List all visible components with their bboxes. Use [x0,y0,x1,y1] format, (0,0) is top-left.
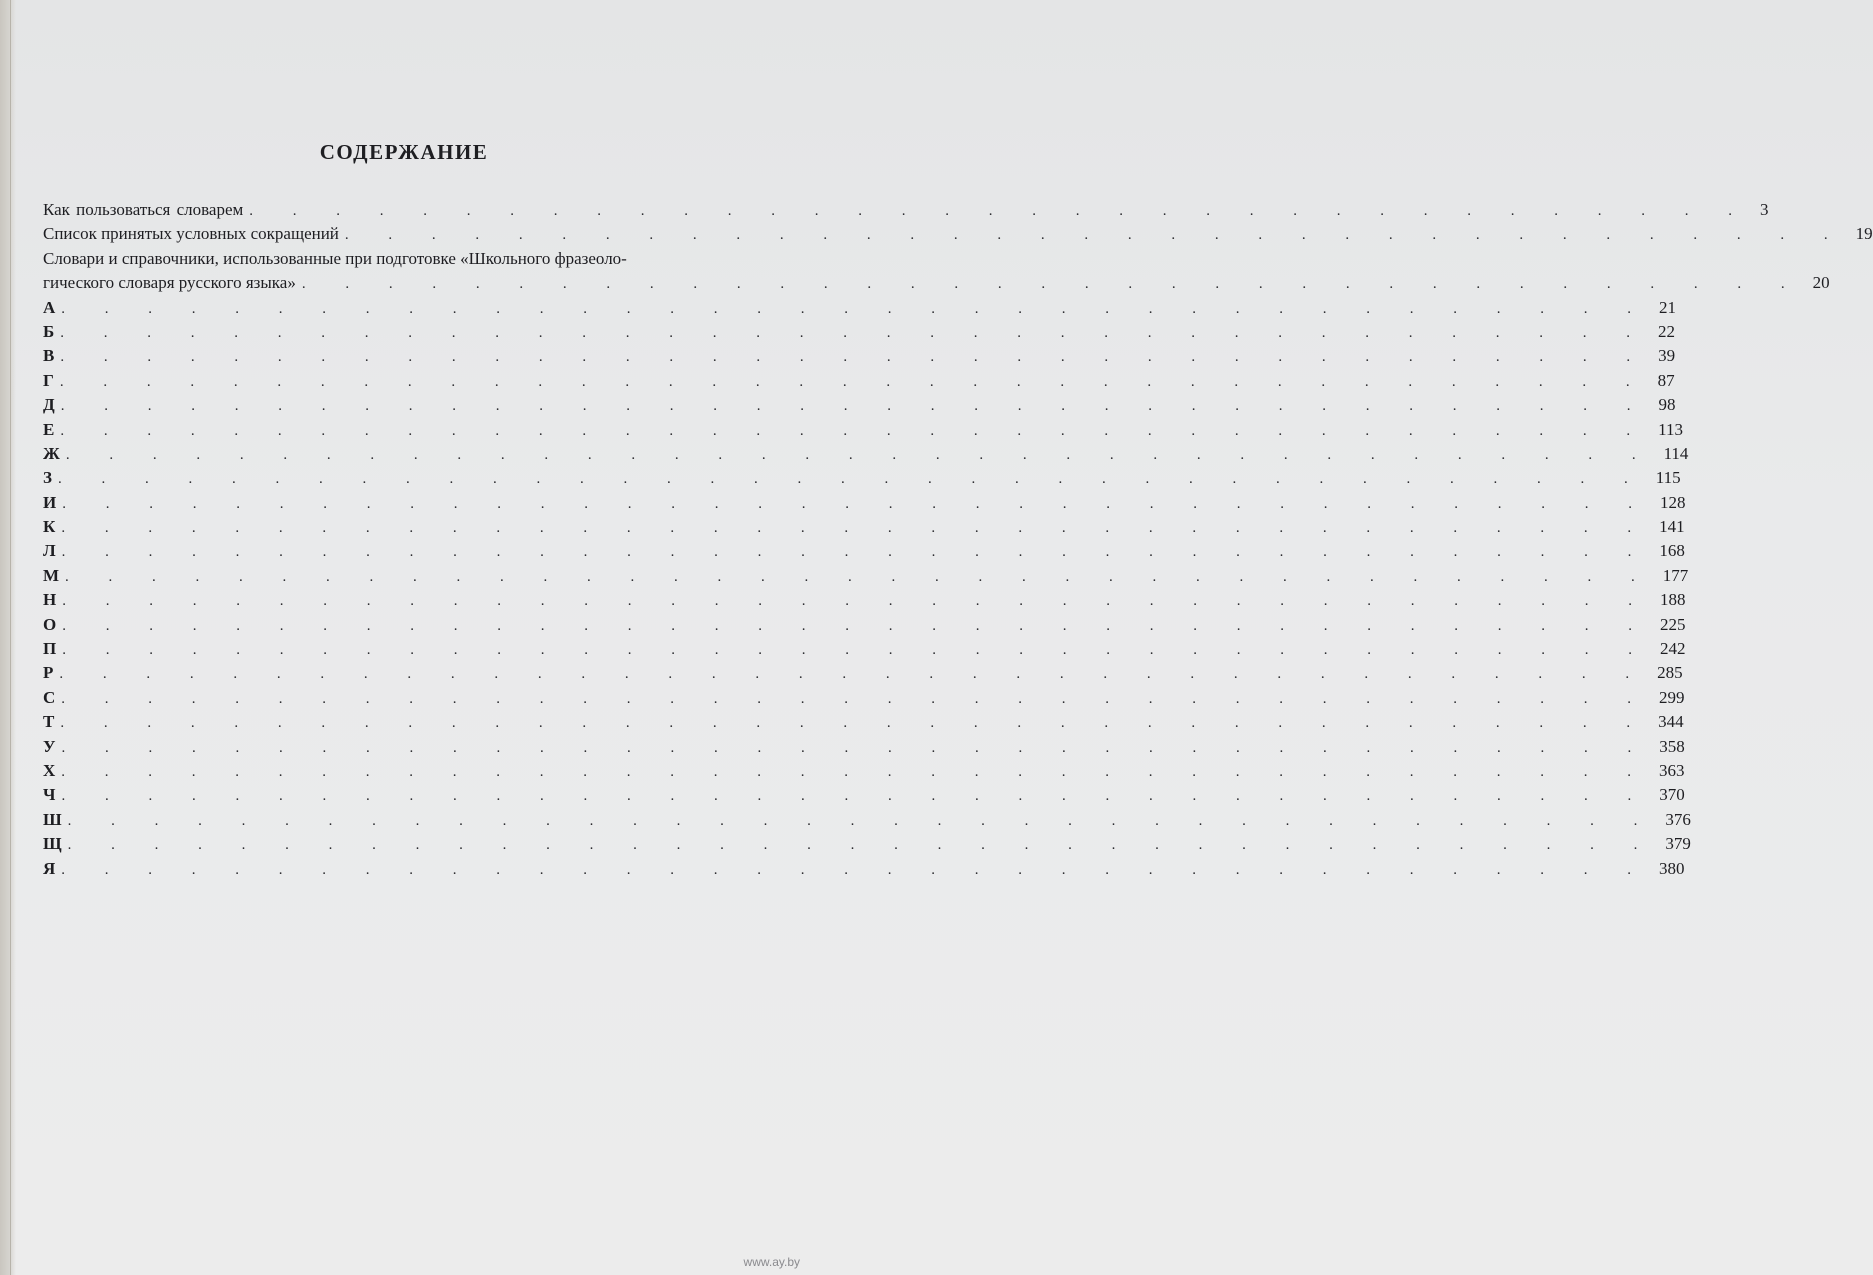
letter-page: 344 [1658,712,1684,732]
letter-page: 363 [1659,760,1685,780]
letter-page: 21 [1659,297,1677,317]
letter-section-row [43,344,1676,368]
letter-page: 141 [1659,517,1685,537]
letter-label: Б [43,321,55,341]
letter-section-row [43,564,1689,588]
page-title: СОДЕРЖАНИЕ [319,140,489,164]
dot-leader: . . . . . . . . . . . . . . . . . . . . . . . . . . . . . . . . . . . [249,203,1751,219]
dot-leader: . . . . . . . . . . . . . . . . . . . . . . . . . . . . . . . . . . . . . [61,544,1650,561]
letter-section-row [43,491,1686,515]
letter-label: С [43,687,56,707]
letter-page: 299 [1659,687,1685,707]
toc-entry-page: 20 [1812,273,1830,293]
letter-section-row [43,320,1675,344]
letter-page: 188 [1659,590,1686,610]
letter-page: 376 [1665,809,1691,829]
toc-entry [43,222,1873,246]
letter-page: 114 [1663,443,1689,463]
dot-leader: . . . . . . . . . . . . . . . . . . . . . . . . . . . . . . . . . . . . . [62,617,1650,634]
toc-entry-page: 3 [1760,200,1769,219]
dot-leader: . . . . . . . . . . . . . . . . . . . . . . . . . . . . . . . . . . . . . [60,349,1649,366]
letter-page: 370 [1659,785,1685,805]
letter-label: М [43,565,60,585]
dot-leader: . . . . . . . . . . . . . . . . . . . . . . . . . . . . . . . . . . . . . [62,495,1650,512]
letter-label: П [43,639,57,659]
letter-label: Е [43,419,55,439]
dot-leader: . . . . . . . . . . . . . . . . . . . . . . . . . . . . . . . . . . . . . [61,300,1650,317]
letter-section-row [43,637,1686,661]
letter-page: 379 [1665,834,1691,854]
toc-entry-label: Список принятых условных сокращений [43,224,339,244]
letter-label: З [43,468,52,488]
dot-leader: . . . . . . . . . . . . . . . . . . . . . . . . . . . . . . . . . . . . . [61,520,1650,537]
dot-leader: . . . . . . . . . . . . . . . . . . . . . . . . . . . . . . . . . . . . . [61,861,1650,878]
letter-page: 87 [1657,370,1675,390]
dot-leader: . . . . . . . . . . . . . . . . . . . . . . . . . . . . . . . . . . . . . [67,837,1656,854]
letter-sections [43,296,1691,881]
letter-label: И [43,492,57,512]
toc-entry-label: Словари и справочники, использованные при подготовке «Школьного фразеоло- [43,248,627,268]
dot-leader: . . . . . . . . . . . . . . . . . . . . . . . . . . . . . . . . . . . . . [67,812,1656,829]
letter-label: А [43,297,56,317]
letter-page: 358 [1659,736,1685,756]
dot-leader: . . . . . . . . . . . . . . . . . . . . . . . . . . . . . . . . . . . . . [61,788,1650,805]
dot-leader: . . . . . . . . . . . . . . . . . . . . . . . . . . . . . . . . . . . . . [62,642,1650,659]
letter-label: Я [43,858,56,878]
letter-label: Т [43,712,55,732]
letter-section-row [43,515,1685,539]
dot-leader: . . . . . . . . . . . . . . . . . . . . . . . . . . . . . . . . . . . [301,276,1803,293]
letter-section-row [43,735,1685,759]
letter-page: 115 [1655,468,1681,488]
dot-leader: . . . . . . . . . . . . . . . . . . . . . . . . . . . . . . . . . . . . . [65,568,1653,585]
letter-section-row [43,369,1675,393]
watermark: www.ay.by [743,1255,800,1269]
letter-page: 242 [1659,639,1686,659]
letter-section-row [43,539,1685,563]
dot-leader: . . . . . . . . . . . . . . . . . . . . . . . . . . . . . . . . . . . . . [60,422,1649,439]
toc-entry-page: 19 [1855,224,1873,244]
letter-section-row [43,613,1686,637]
letter-label: Л [43,541,56,561]
letter-label: Ш [43,809,62,829]
dot-leader: . . . . . . . . . . . . . . . . . . . . . . . . . . . . . . . . . . . . . [65,446,1654,463]
page-edge-line [10,0,11,1275]
dot-leader: . . . . . . . . . . . . . . . . . . . . . . . . . . . . . . . . . . . . . [61,690,1650,707]
dot-leader: . . . . . . . . . . . . . . . . . . . . . . . . . . . . . . . . . . . . . [57,471,1646,488]
letter-section-row [43,588,1686,612]
letter-section-row [43,661,1683,685]
dot-leader: . . . . . . . . . . . . . . . . . . . . . . . . . . . . . . . . . . . . . [60,324,1648,341]
letter-page: 113 [1658,419,1683,439]
letter-label: Г [43,370,54,390]
letter-label: О [43,614,57,634]
letter-page: 225 [1659,614,1686,634]
letter-section-row [43,808,1691,832]
letter-page: 177 [1662,565,1689,585]
dot-leader: . . . . . . . . . . . . . . . . . . . . . . . . . . . . . . . . . . . . . [61,763,1650,780]
letter-page: 380 [1659,858,1685,878]
toc-entry-label: Как пользоваться словарем [43,200,244,219]
letter-section-row [43,466,1681,490]
letter-page: 22 [1658,321,1675,341]
letter-page: 128 [1659,492,1686,512]
letter-section-row [43,393,1676,417]
letter-section-row [43,442,1689,466]
toc-entry-label-cont: гического словаря русского языка» [43,273,296,293]
dot-leader: . . . . . . . . . . . . . . . . . . . . . . . . . . . . . . . . . . . . . [60,715,1649,732]
letter-section-row [43,686,1685,710]
toc-entry [43,198,1769,222]
letter-section-row [43,857,1685,881]
letter-label: В [43,346,55,366]
letter-label: Ч [43,785,56,805]
letter-label: К [43,517,56,537]
letter-section-row [43,783,1685,807]
dot-leader: . . . . . . . . . . . . . . . . . . . . . . . . . . . . . . . . . . . [344,227,1846,244]
letter-label: Д [43,395,55,415]
dot-leader: . . . . . . . . . . . . . . . . . . . . . . . . . . . . . . . . . . . . . [59,373,1648,390]
letter-section-row [43,418,1683,442]
letter-label: Н [43,590,57,610]
dot-leader: . . . . . . . . . . . . . . . . . . . . . . . . . . . . . . . . . . . . . [59,666,1648,683]
letter-section-row [43,832,1691,856]
letter-label: Щ [43,834,62,854]
letter-page: 285 [1657,663,1683,683]
letter-label: У [43,736,56,756]
page-edge [0,0,16,1275]
letter-label: Х [43,760,56,780]
letter-page: 98 [1658,395,1676,415]
letter-section-row [43,296,1677,320]
dot-leader: . . . . . . . . . . . . . . . . . . . . . . . . . . . . . . . . . . . . . [60,398,1649,415]
letter-page: 168 [1659,541,1685,561]
table-of-contents [43,198,1873,881]
toc-entry [43,271,1830,295]
letter-section-row [43,759,1685,783]
letter-page: 39 [1658,346,1676,366]
letter-label: Ж [43,443,60,463]
dot-leader: . . . . . . . . . . . . . . . . . . . . . . . . . . . . . . . . . . . . . [62,593,1650,610]
letter-label: Р [43,663,54,683]
toc-entry-line1 [43,247,779,271]
dot-leader: . . . . . . . . . . . . . . . . . . . . . . . . . . . . . . . . . . . . . [61,739,1650,756]
letter-section-row [43,710,1684,734]
